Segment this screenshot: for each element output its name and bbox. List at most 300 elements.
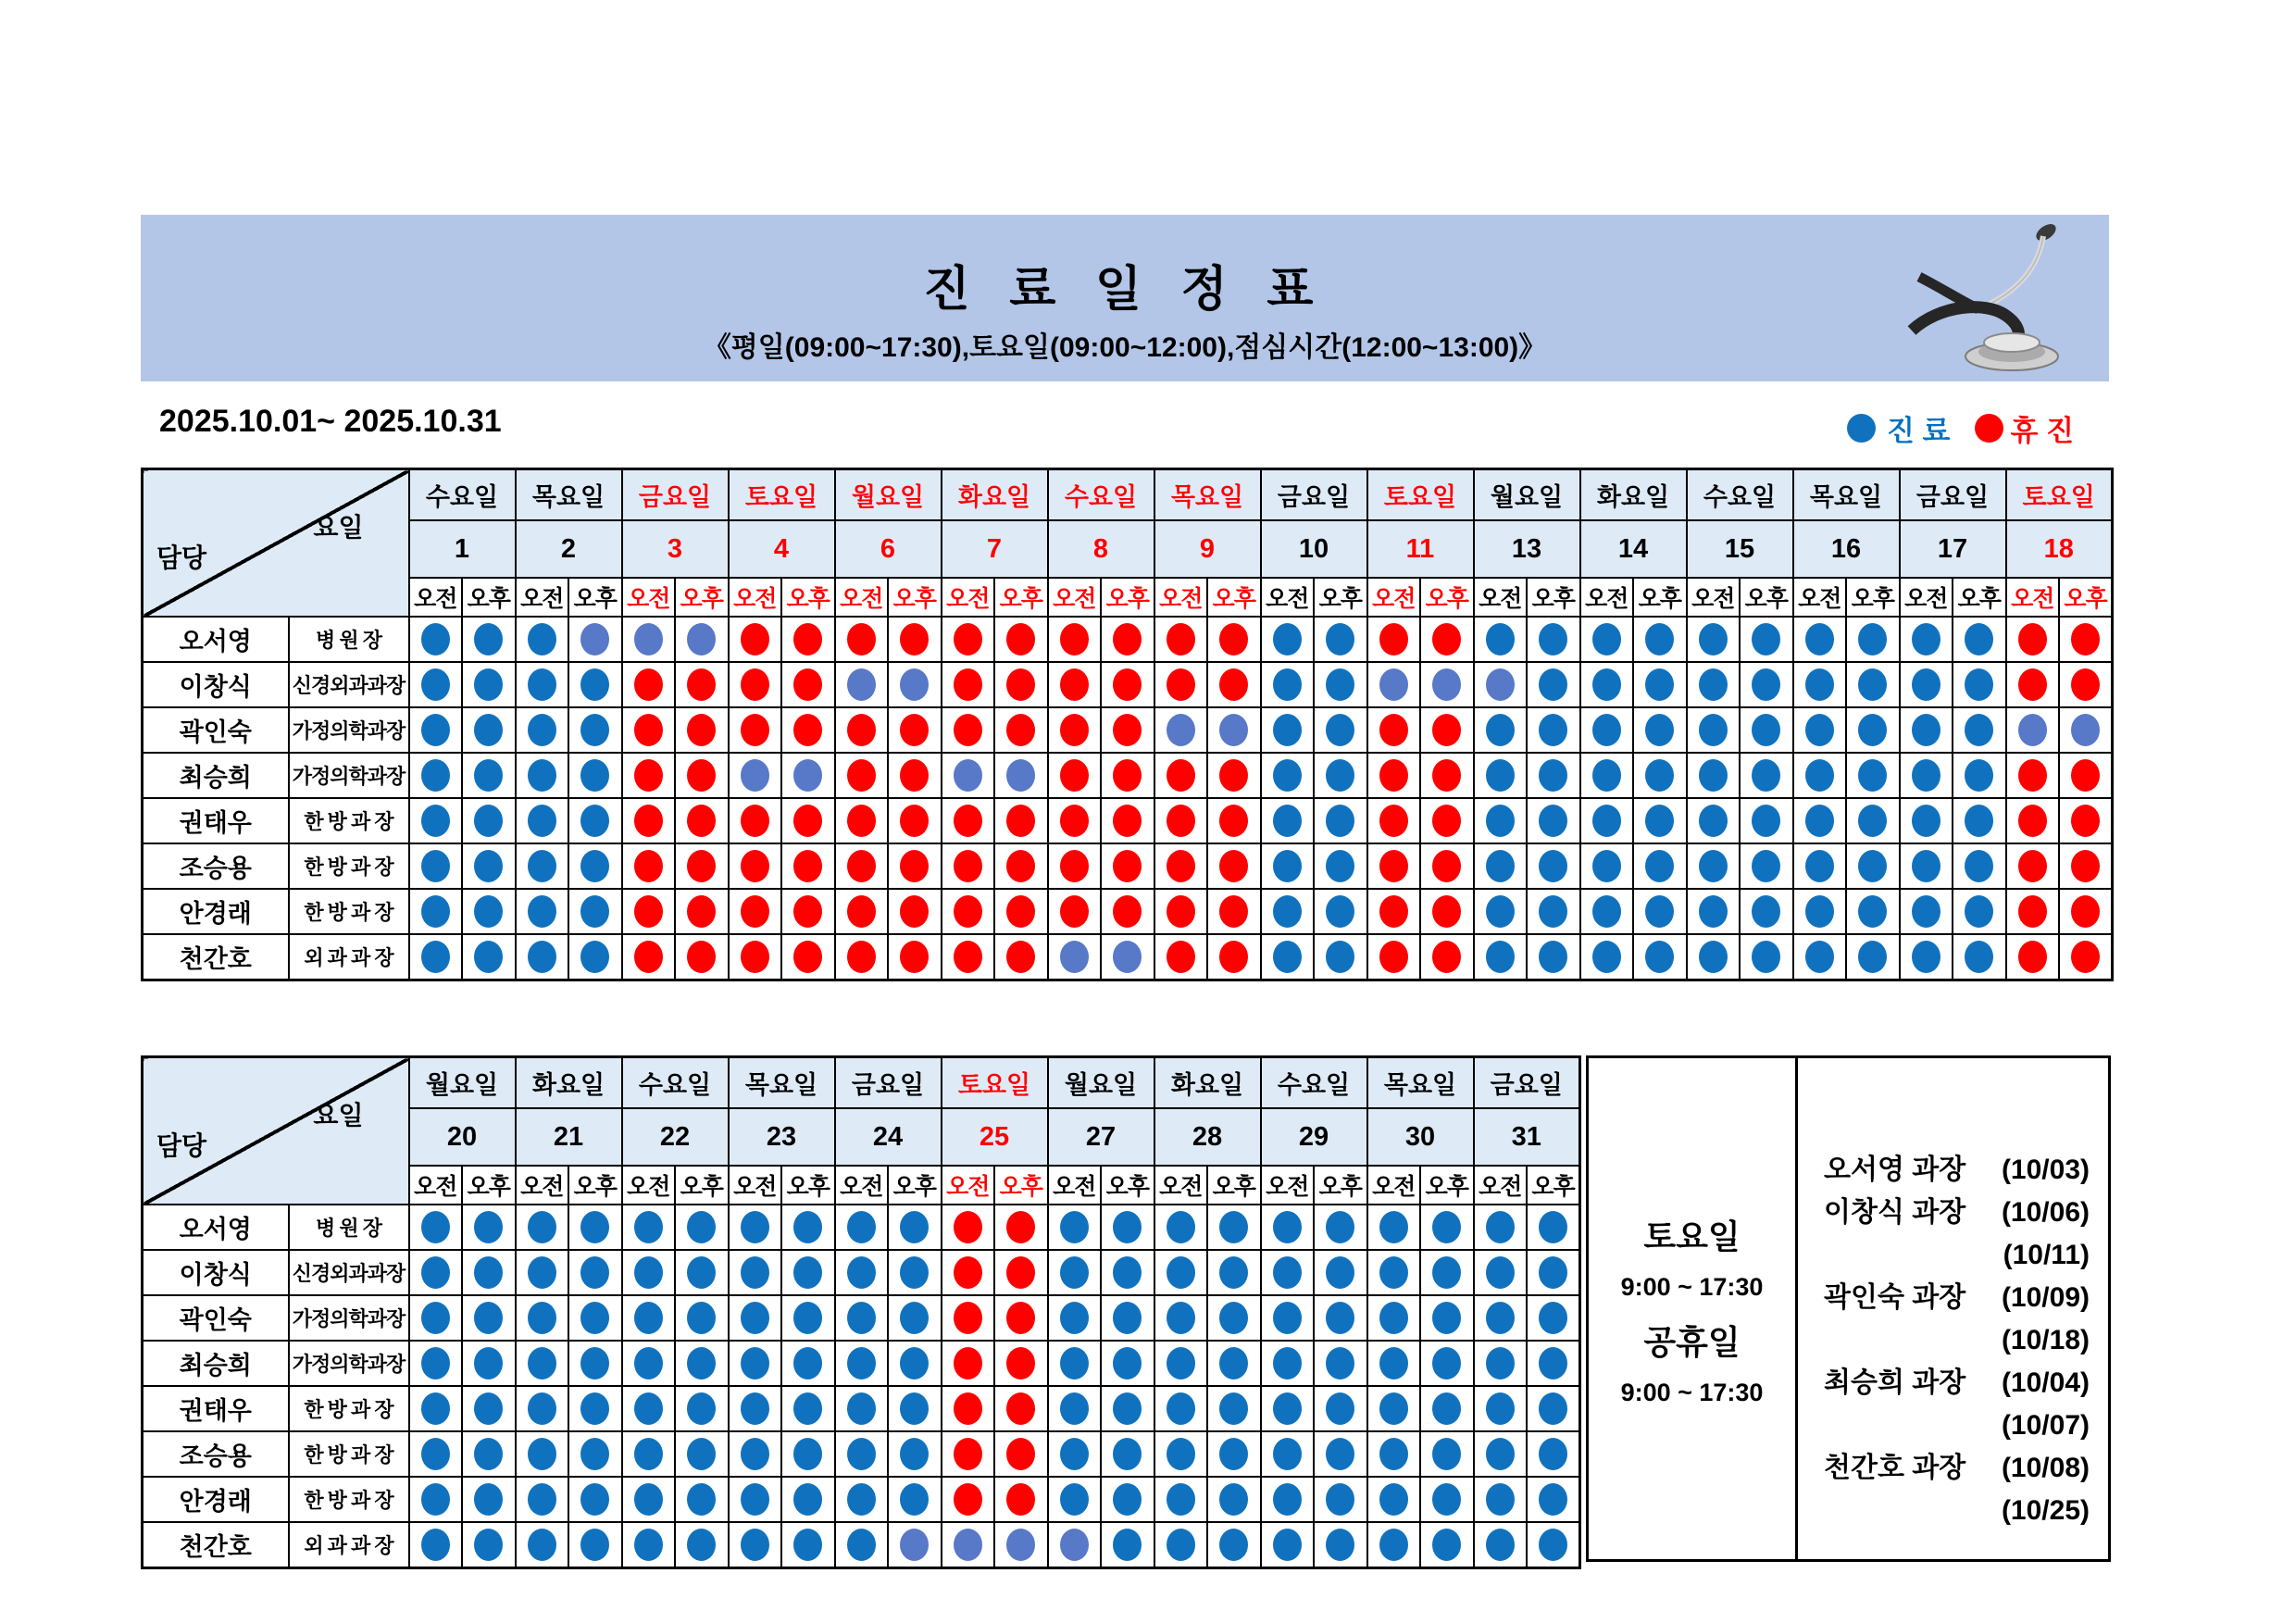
closed-dot (1167, 623, 1195, 655)
date-header: 30 (1367, 1108, 1474, 1166)
closed-dot (741, 941, 769, 973)
closed-dot (2018, 759, 2047, 792)
weekday-header: 수요일 (622, 1057, 729, 1109)
schedule-cell (568, 889, 622, 934)
schedule-cell (1261, 1295, 1315, 1341)
schedule-cell (994, 843, 1048, 889)
closed-dot (1167, 850, 1195, 882)
closed-dot (741, 850, 769, 882)
open-dot (1805, 850, 1834, 882)
open-dot (421, 1302, 450, 1334)
open-dot (580, 1347, 609, 1380)
open-dot (793, 1347, 822, 1380)
schedule-cell (835, 617, 889, 662)
schedule-cell (1367, 662, 1421, 707)
open-dot (1645, 941, 1674, 973)
schedule-cell (1953, 889, 2006, 934)
schedule-cell (781, 843, 835, 889)
schedule-cell (1101, 753, 1154, 798)
closed-dot (1006, 623, 1035, 655)
schedule-cell (462, 798, 516, 843)
open-dot (1912, 805, 1940, 837)
schedule-cell (1367, 934, 1421, 980)
schedule-cell (729, 662, 782, 707)
schedule-cell (1793, 934, 1847, 980)
open-dot (421, 941, 450, 973)
schedule-cell (1101, 1431, 1154, 1477)
open-dot (1326, 895, 1354, 928)
schedule-cell (516, 1477, 569, 1522)
schedule-cell (1420, 1386, 1474, 1431)
open-dot (741, 1529, 769, 1561)
vacation-row (1798, 1149, 2108, 1192)
vacation-row (1798, 1405, 2108, 1447)
schedule-cell (568, 753, 622, 798)
am-header: 오전 (729, 1166, 782, 1205)
schedule-cell (1420, 1295, 1474, 1341)
schedule-cell (1527, 1386, 1580, 1431)
schedule-cell (942, 1295, 995, 1341)
closed-dot (1060, 623, 1089, 655)
doctor-row (143, 1522, 1580, 1568)
closed-dot (954, 941, 982, 973)
schedule-cell (1740, 617, 1793, 662)
vacation-date: (10/08) (2001, 1453, 2090, 1483)
schedule-cell (1953, 798, 2006, 843)
open-dot (1965, 623, 1993, 655)
schedule-cell (1207, 1295, 1261, 1341)
closed-dot (1006, 805, 1035, 837)
schedule-cell (1527, 1250, 1580, 1295)
schedule-cell (568, 934, 622, 980)
open-dot (421, 850, 450, 882)
pm-header: 오후 (1740, 578, 1793, 617)
open-dot (1379, 1302, 1408, 1334)
open-dot (1539, 805, 1567, 837)
doctor-role: 가정의학과장 (289, 707, 409, 753)
schedule-cell (1527, 843, 1580, 889)
closed-dot (687, 850, 716, 882)
doctor-name: 안경래 (143, 889, 289, 934)
closed-dot (954, 895, 982, 928)
doctor-role: 한 방 과 장 (289, 1386, 409, 1431)
open-dot (421, 1438, 450, 1470)
schedule-cell (2006, 934, 2060, 980)
schedule-cell (622, 662, 676, 707)
corner-weekday-label: 요일 (313, 1101, 364, 1130)
schedule-cell (1846, 662, 1900, 707)
schedule-cell (1048, 707, 1102, 753)
schedule-cell (1207, 662, 1261, 707)
schedule-cell (781, 1431, 835, 1477)
date-header: 1 (409, 520, 516, 578)
open-dot (474, 895, 503, 928)
open-dot (421, 668, 450, 701)
open-dot (741, 1483, 769, 1516)
schedule-cell (1207, 617, 1261, 662)
doctor-role: 외 과 과 장 (289, 1522, 409, 1568)
schedule-cell (942, 1250, 995, 1295)
open-dot (580, 1302, 609, 1334)
open-dot (1432, 1256, 1461, 1289)
schedule-cell (1314, 1477, 1367, 1522)
page-title: 진 료 일 정 표 (923, 263, 1327, 317)
open-dot (1326, 1347, 1354, 1380)
open-dot (1273, 1529, 1302, 1561)
schedule-cell (1048, 934, 1102, 980)
schedule-cell (1261, 1341, 1315, 1386)
open-dot (847, 1483, 876, 1516)
schedule-cell (1261, 1431, 1315, 1477)
schedule-cell (1101, 798, 1154, 843)
open-dot (474, 1347, 503, 1380)
open-dot (900, 1302, 929, 1334)
open-dot (580, 1529, 609, 1561)
am-header: 오전 (1474, 578, 1528, 617)
schedule-cell (994, 889, 1048, 934)
closed-dot (634, 714, 663, 746)
closed-dot (2018, 805, 2047, 837)
am-header: 오전 (1474, 1166, 1528, 1205)
schedule-cell (2059, 889, 2113, 934)
open-dot (1965, 895, 1993, 928)
schedule-cell (1953, 753, 2006, 798)
schedule-cell (1420, 1431, 1474, 1477)
schedule-cell (409, 662, 463, 707)
open-dot (1219, 1302, 1248, 1334)
schedule-cell (1314, 753, 1367, 798)
closed-dot (1219, 805, 1248, 837)
schedule-cell (994, 1477, 1048, 1522)
closed-dot (847, 805, 876, 837)
open-dot (1273, 850, 1302, 882)
schedule-cell (568, 843, 622, 889)
date-header: 11 (1367, 520, 1474, 578)
closed-dot (847, 623, 876, 655)
schedule-cell (1793, 843, 1847, 889)
schedule-cell (568, 1250, 622, 1295)
schedule-cell (409, 1295, 463, 1341)
schedule-cell (409, 798, 463, 843)
schedule-cell (1900, 662, 1953, 707)
schedule-cell (516, 1295, 569, 1341)
vacation-dot (1060, 1529, 1089, 1561)
vacation-row (1798, 1362, 2108, 1405)
schedule-cell (1740, 843, 1793, 889)
open-dot (580, 941, 609, 973)
open-dot (474, 1392, 503, 1425)
doctor-row (143, 798, 2113, 843)
pm-header: 오후 (1953, 578, 2006, 617)
open-dot (1858, 941, 1887, 973)
schedule-cell (1527, 1341, 1580, 1386)
closed-dot (1113, 805, 1142, 837)
vacation-row (1798, 1490, 2108, 1532)
schedule-cell (1527, 1205, 1580, 1250)
schedule-cell (1101, 1341, 1154, 1386)
open-dot (1326, 668, 1354, 701)
schedule-cell (1474, 1386, 1528, 1431)
schedule-cell (1633, 798, 1687, 843)
closed-dot (1219, 941, 1248, 973)
closed-dot (954, 1256, 982, 1289)
schedule-cell (1207, 1205, 1261, 1250)
open-dot (1113, 1256, 1142, 1289)
closed-dot (1379, 895, 1408, 928)
open-dot (474, 941, 503, 973)
am-header: 오전 (1687, 578, 1741, 617)
schedule-cell (1420, 798, 1474, 843)
open-dot (1273, 1302, 1302, 1334)
open-dot (1432, 1483, 1461, 1516)
open-dot (741, 1211, 769, 1243)
vacation-doctor-name: 천간호 과장 (1824, 1453, 1966, 1483)
schedule-cell (1101, 1205, 1154, 1250)
closed-dot (2071, 895, 2100, 928)
open-dot (1486, 1256, 1515, 1289)
weekday-header: 목요일 (1793, 469, 1900, 521)
open-dot (528, 759, 556, 792)
closed-dot (954, 1438, 982, 1470)
open-dot (1805, 759, 1834, 792)
closed-dot (1219, 668, 1248, 701)
open-dot (1060, 1211, 1089, 1243)
open-dot (1592, 895, 1621, 928)
schedule-cell (1154, 662, 1208, 707)
schedule-cell (1101, 1522, 1154, 1568)
closed-dot (1113, 714, 1142, 746)
schedule-cell (1207, 1477, 1261, 1522)
schedule-cell (1314, 1431, 1367, 1477)
open-dot (421, 1256, 450, 1289)
open-dot (421, 1529, 450, 1561)
schedule-cell (462, 707, 516, 753)
am-header: 오전 (516, 1166, 569, 1205)
open-dot (1645, 759, 1674, 792)
doctor-row (143, 662, 2113, 707)
open-dot (1273, 623, 1302, 655)
schedule-cell (462, 1386, 516, 1431)
closed-dot (1006, 941, 1035, 973)
weekday-header: 월요일 (1048, 1057, 1154, 1109)
hours-panel (1589, 1058, 1798, 1559)
doctor-row (143, 1477, 1580, 1522)
vacation-dot (1167, 714, 1195, 746)
open-dot (793, 1529, 822, 1561)
am-header: 오전 (1048, 1166, 1102, 1205)
doctor-name: 조승용 (143, 843, 289, 889)
schedule-cell (675, 753, 729, 798)
open-dot (1167, 1438, 1195, 1470)
open-dot (1592, 941, 1621, 973)
doctor-row (143, 617, 2113, 662)
schedule-cell (729, 1386, 782, 1431)
schedule-cell (1261, 1250, 1315, 1295)
date-header: 10 (1261, 520, 1367, 578)
schedule-cell (1846, 843, 1900, 889)
schedule-cell (1527, 753, 1580, 798)
schedule-cell (729, 707, 782, 753)
schedule-cell (516, 707, 569, 753)
schedule-cell (1154, 1431, 1208, 1477)
open-dot (1699, 759, 1728, 792)
schedule-cell (1580, 843, 1634, 889)
closed-dot (1432, 623, 1461, 655)
schedule-cell (1900, 798, 1953, 843)
open-dot (528, 1211, 556, 1243)
schedule-cell (1048, 1295, 1102, 1341)
open-dot (1486, 623, 1515, 655)
open-dot (1167, 1256, 1195, 1289)
weekday-header: 금요일 (622, 469, 729, 521)
schedule-cell (1687, 662, 1741, 707)
schedule-cell (781, 1250, 835, 1295)
schedule-cell (1367, 1205, 1421, 1250)
schedule-cell (1474, 934, 1528, 980)
open-dot (1219, 1347, 1248, 1380)
schedule-cell (2006, 889, 2060, 934)
open-dot (1486, 941, 1515, 973)
vacation-doctor-name: 이창식 과장 (1824, 1197, 1966, 1228)
doctor-row (143, 1205, 1580, 1250)
open-dot (634, 1438, 663, 1470)
schedule-cell (1420, 1341, 1474, 1386)
open-dot (1805, 895, 1834, 928)
doctor-name: 곽인숙 (143, 1295, 289, 1341)
am-header: 오전 (1261, 1166, 1315, 1205)
open-dot (1912, 850, 1940, 882)
doctor-role: 한 방 과 장 (289, 889, 409, 934)
open-dot (1432, 1211, 1461, 1243)
closed-dot (1167, 941, 1195, 973)
open-dot (421, 1483, 450, 1516)
schedule-cell (1793, 798, 1847, 843)
open-dot (528, 1347, 556, 1380)
closed-dot (954, 1347, 982, 1380)
closed-dot (793, 850, 822, 882)
doctor-row (143, 1341, 1580, 1386)
schedule-cell (994, 753, 1048, 798)
open-dot (1699, 941, 1728, 973)
doctor-name: 오서영 (143, 617, 289, 662)
closed-dot (954, 1483, 982, 1516)
schedule-cell (781, 753, 835, 798)
schedule-cell (568, 707, 622, 753)
schedule-cell (942, 1386, 995, 1431)
closed-dot (1006, 714, 1035, 746)
open-dot (1645, 714, 1674, 746)
schedule-cell (2059, 662, 2113, 707)
schedule-cell (1793, 617, 1847, 662)
schedule-cell (409, 707, 463, 753)
schedule-cell (2006, 843, 2060, 889)
open-dot (528, 623, 556, 655)
open-dot (474, 1529, 503, 1561)
am-header: 오전 (409, 578, 463, 617)
date-header: 27 (1048, 1108, 1154, 1166)
schedule-cell (1633, 617, 1687, 662)
schedule-cell (1687, 934, 1741, 980)
closed-dot (1379, 623, 1408, 655)
schedule-cell (1527, 1295, 1580, 1341)
schedule-cell (1154, 1522, 1208, 1568)
schedule-cell (942, 1341, 995, 1386)
open-dot (528, 1256, 556, 1289)
schedule-cell (781, 617, 835, 662)
schedule-cell (568, 662, 622, 707)
schedule-cell (781, 889, 835, 934)
schedule-cell (1633, 889, 1687, 934)
open-dot (421, 1347, 450, 1380)
schedule-cell (1314, 707, 1367, 753)
schedule-cell (942, 662, 995, 707)
schedule-cell (516, 889, 569, 934)
schedule-cell (675, 1477, 729, 1522)
vacation-date: (10/09) (2001, 1282, 2090, 1313)
schedule-cell (1740, 889, 1793, 934)
open-dot (847, 1256, 876, 1289)
open-dot (528, 941, 556, 973)
schedule-cell (1580, 753, 1634, 798)
closed-dot (900, 850, 929, 882)
am-header: 오전 (835, 578, 889, 617)
open-dot (1273, 759, 1302, 792)
schedule-cell (1314, 617, 1367, 662)
open-dot (1699, 714, 1728, 746)
schedule-cell (729, 1250, 782, 1295)
schedule-cell (1261, 1386, 1315, 1431)
doctor-role: 가정의학과장 (289, 1341, 409, 1386)
open-dot (1167, 1211, 1195, 1243)
vacation-row (1798, 1192, 2108, 1234)
closed-dot (1006, 668, 1035, 701)
schedule-cell (622, 617, 676, 662)
open-dot (474, 623, 503, 655)
schedule-cell (994, 1431, 1048, 1477)
closed-dot (1060, 850, 1089, 882)
open-dot (1326, 1483, 1354, 1516)
closed-legend-label: 휴 진 (2010, 415, 2075, 447)
schedule-cell (1101, 1250, 1154, 1295)
vacation-dot (954, 759, 982, 792)
schedule-cell (1154, 1386, 1208, 1431)
closed-dot (741, 623, 769, 655)
closed-dot (900, 941, 929, 973)
schedule-cell (888, 1386, 942, 1431)
open-dot (1326, 1211, 1354, 1243)
am-header: 오전 (942, 1166, 995, 1205)
closed-dot (2071, 941, 2100, 973)
schedule-cell (462, 1431, 516, 1477)
open-dot (900, 1438, 929, 1470)
schedule-cell (1048, 1522, 1102, 1568)
schedule-cell (942, 617, 995, 662)
schedule-cell (1101, 1386, 1154, 1431)
date-header: 13 (1474, 520, 1580, 578)
schedule-cell (462, 1205, 516, 1250)
schedule-cell (409, 934, 463, 980)
schedule-cell (516, 798, 569, 843)
open-dot (1113, 1347, 1142, 1380)
open-dot (580, 1392, 609, 1425)
open-dot (1699, 805, 1728, 837)
open-dot (474, 805, 503, 837)
date-header: 9 (1154, 520, 1261, 578)
weekday-header: 토요일 (729, 469, 835, 521)
schedule-cell (1474, 707, 1528, 753)
schedule-cell (1048, 843, 1102, 889)
pm-header: 오후 (675, 578, 729, 617)
